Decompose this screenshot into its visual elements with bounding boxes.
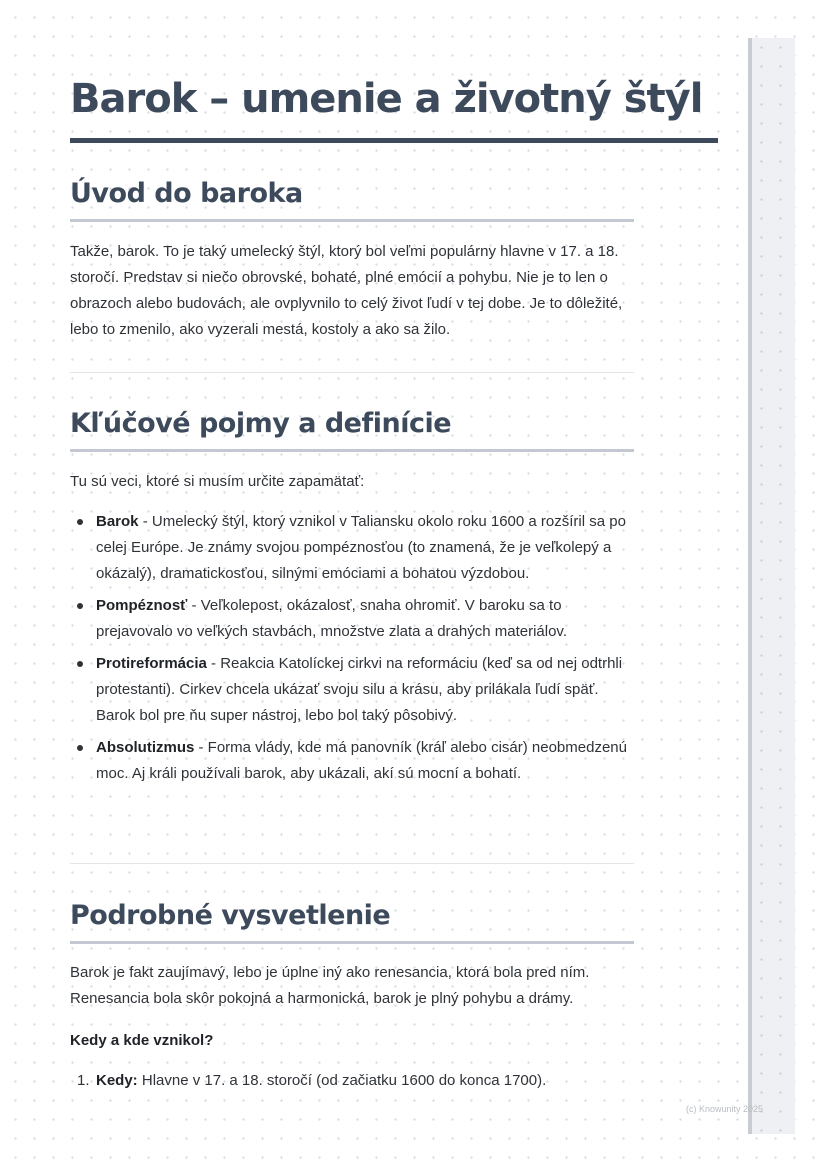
details-section (70, 900, 634, 1094)
term: Barok (96, 513, 139, 530)
list-item (70, 735, 634, 787)
item-text: Hlavne v 17. a 18. storočí (od začiatku 1600 do konca 1700). (137, 1072, 547, 1089)
bullet-icon (77, 661, 83, 667)
copyright-footer: (c) Knowunity 2025 (686, 1104, 764, 1114)
bullet-icon (77, 519, 83, 525)
details-heading: Podrobné vysvetlenie (70, 900, 391, 931)
concepts-heading: Kľúčové pojmy a definície (70, 408, 452, 439)
bullet-icon (77, 603, 83, 609)
intro-paragraph: Takže, barok. To je taký umelecký štýl, ktorý bol veľmi populárny hlavne v 17. a 18. storočí. Predstav si niečo obrovské, bohaté, plné emócií a pohybu. Nie je to len o obrazoch alebo budovách, ale ovplyvnilo to celý život ľudí v tej dobe. Je to dôležité, lebo to zmenilo, ako vyzerali mestá, kostoly a ako sa žilo. (70, 243, 623, 338)
concepts-heading-rule (70, 449, 634, 452)
definition: - Forma vlády, kde má panovník (kráľ alebo cisár) neobmedzenú moc. Aj králi používali barok, aby ukázali, akí sú mocní a bohatí. (96, 739, 627, 782)
intro-heading: Úvod do baroka (70, 178, 303, 209)
term: Protireformácia (96, 655, 207, 672)
definition: - Veľkolepost, okázalosť, snaha ohromiť. V baroku sa to prejavovalo vo veľkých stavbách, množstve zlata a drahých materiálov. (96, 597, 567, 640)
term: Pompéznosť (96, 597, 188, 614)
details-list (70, 1068, 634, 1094)
concepts-list (70, 509, 634, 787)
concepts-section (70, 408, 634, 793)
details-paragraph: Barok je fakt zaujímavý, lebo je úplne iný ako renesancia, ktorá bola pred ním. Renesancia bola skôr pokojná a harmonická, barok je plný pohybu a drámy. (70, 964, 590, 1007)
title-underline (70, 138, 718, 143)
page-title: Barok – umenie a životný štýl (70, 76, 703, 122)
right-margin-strip (748, 38, 795, 1134)
details-subheading: Kedy a kde vznikol? (70, 1032, 214, 1049)
section-divider (70, 372, 634, 373)
bullet-icon (77, 745, 83, 751)
intro-section (70, 178, 634, 343)
list-item (70, 1068, 634, 1094)
list-item (70, 509, 634, 587)
term: Kedy: (96, 1072, 138, 1089)
list-item (70, 593, 634, 645)
intro-heading-rule (70, 219, 634, 222)
definition: - Umelecký štýl, ktorý vznikol v Taliansku okolo roku 1600 a rozšíril sa po celej Európe. Je známy svojou pompéznosťou (to znamená, že je veľkolepý a okázalý), dramatickosťou, silnými emóciami a bohatou výzdobou. (96, 513, 626, 582)
concepts-lead: Tu sú veci, ktoré si musím určite zapamätať: (70, 473, 365, 490)
list-item (70, 651, 634, 729)
definition: - Reakcia Katolíckej cirkvi na reformáciu (keď sa od nej odtrhli protestanti). Cirkev chcela ukázať svoju silu a krásu, aby prilákala ľudí späť. Barok bol pre ňu super nástroj, lebo bol taký pôsobivý. (96, 655, 623, 724)
section-divider (70, 863, 634, 864)
details-heading-rule (70, 941, 634, 944)
term: Absolutizmus (96, 739, 195, 756)
list-number: 1. (77, 1072, 90, 1089)
